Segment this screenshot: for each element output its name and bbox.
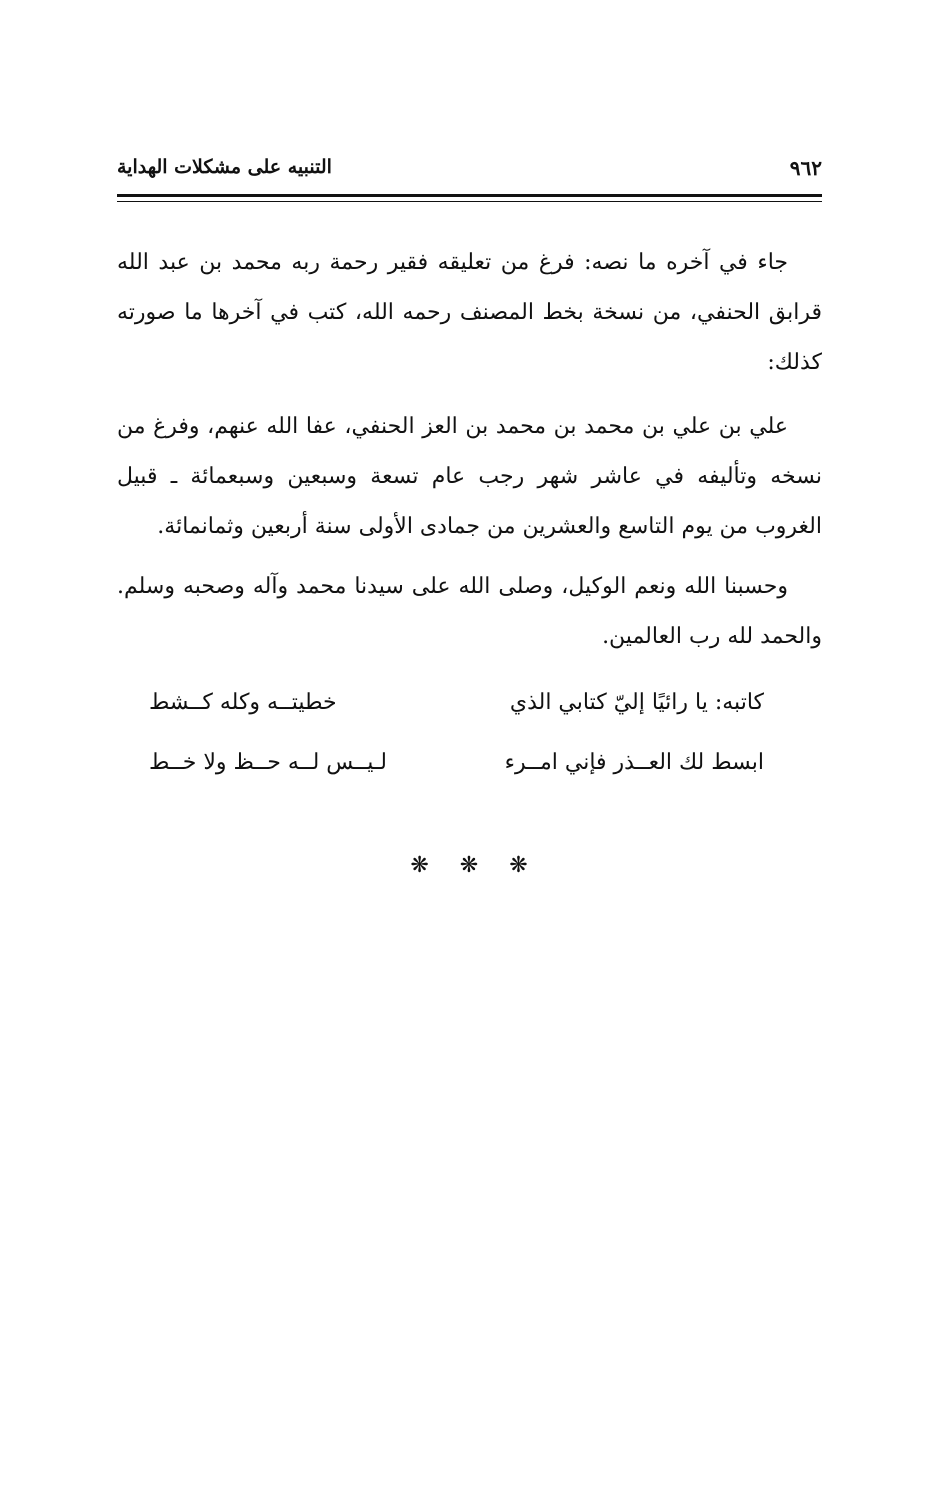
page-header	[117, 150, 822, 196]
header-rule-thin	[117, 201, 822, 202]
paragraph-colophon-author: علي بن علي بن محمد بن محمد بن العز الحنفي، عفا الله عنهم، وفرغ من نسخه وتأليفه في عاشر شهر رجب عام تسعة وسبعين وسبعمائة ـ قبيل الغروب من يوم التاسع والعشرين من جمادى الأولى سنة أربعين وثمانمائة.	[117, 414, 822, 539]
poem-verse	[117, 750, 822, 810]
header-rule-thick	[117, 194, 822, 197]
poem-verse-second-hemistich: خطيتــه وكله كــشط	[149, 690, 337, 715]
running-title: التنبيه على مشكلات الهداية	[117, 156, 332, 178]
poem-verse-second-hemistich: لـيــس لــه حــظ ولا خــط	[149, 750, 388, 775]
section-separator: ❋ ❋ ❋	[410, 853, 540, 878]
poem	[117, 690, 822, 810]
paragraph-closing-prayer: وحسبنا الله ونعم الوكيل، وصلى الله على سيدنا محمد وآله وصحبه وسلم. والحمد لله رب العالمين.	[117, 574, 822, 649]
poem-verse-first-hemistich: ابسط لك العــذر فإني امــرء	[504, 750, 764, 775]
paragraph-colophon-intro: جاء في آخره ما نصه: فرغ من تعليقه فقير رحمة ربه محمد بن عبد الله قرابق الحنفي، من نسخة بخط المصنف رحمه الله، كتب في آخرها ما صورته كذلك:	[117, 250, 822, 375]
poem-verse-first-hemistich: كاتبه: يا رائيًا إليّ كتابي الذي	[509, 690, 764, 715]
poem-verse	[117, 690, 822, 750]
body-text	[117, 238, 822, 662]
page-number: ٩٦٢	[789, 156, 822, 180]
